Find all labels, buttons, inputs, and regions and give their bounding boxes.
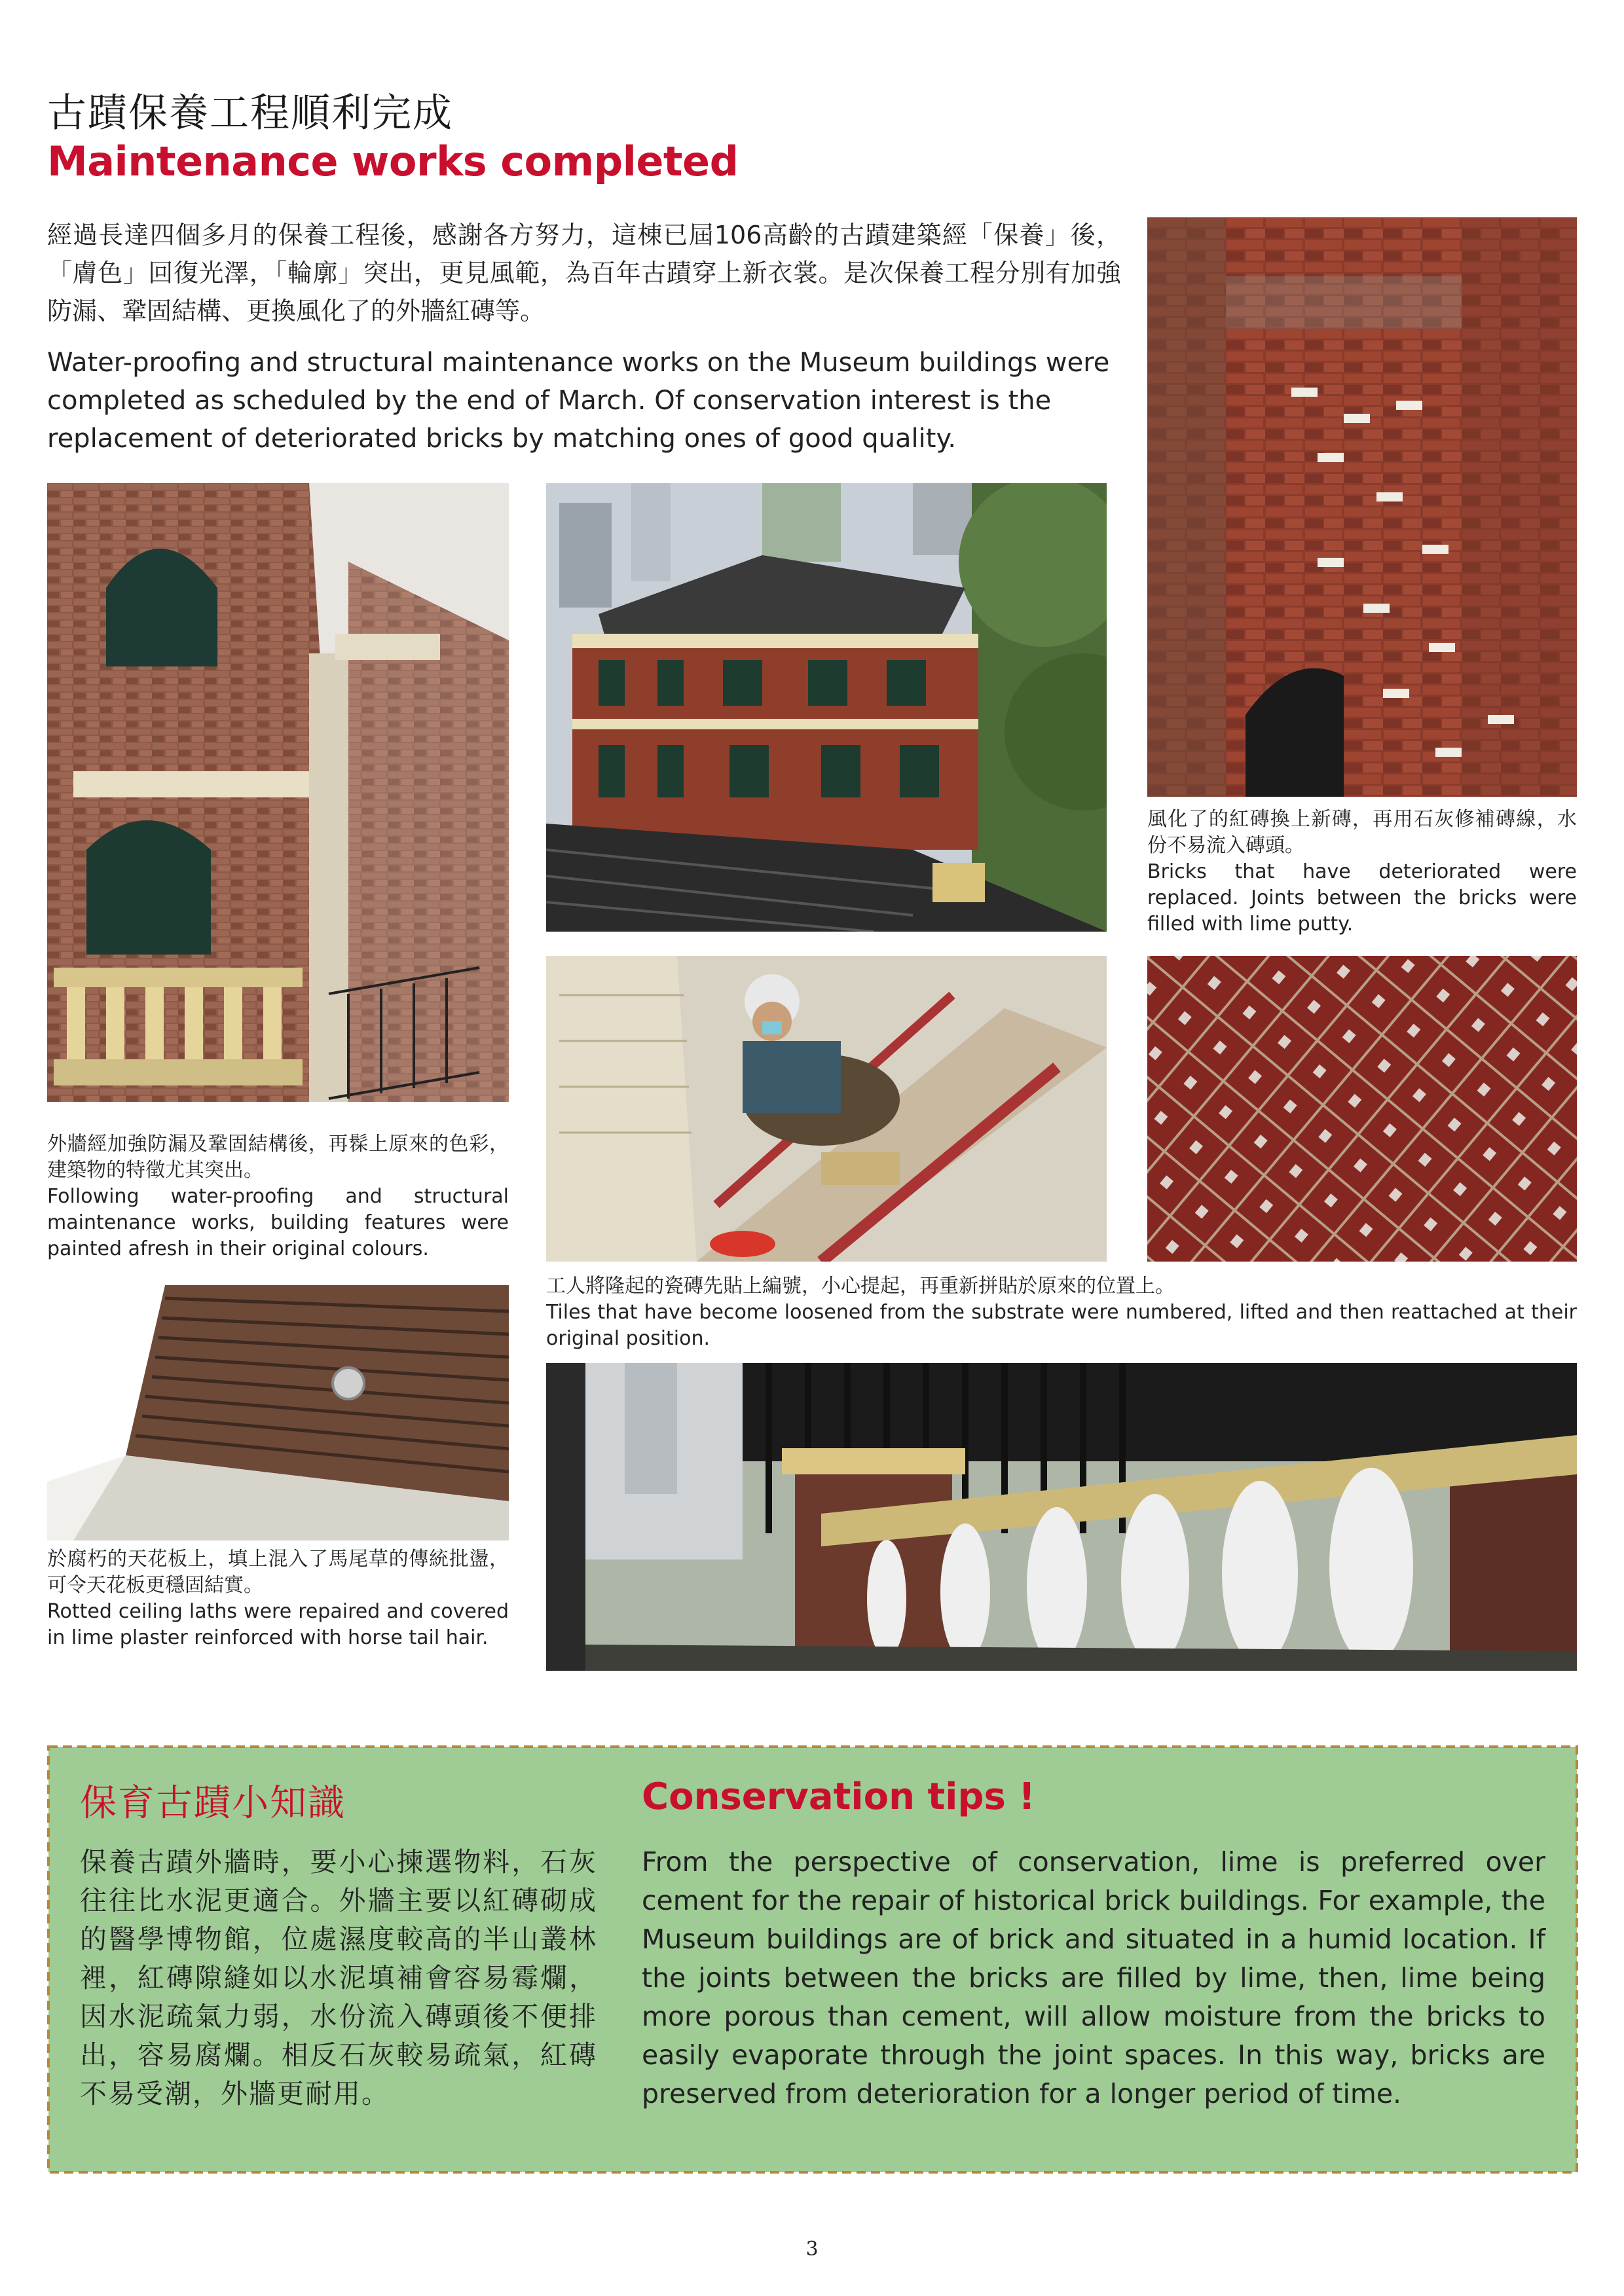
page-title-english: Maintenance works completed [47,137,739,185]
caption-tiles [546,1273,1577,1352]
caption-facade-english: Following water-proofing and structural maintenance works, building features were painted afresh in their original colours. [47,1185,509,1260]
intro-paragraph-chinese: 經過長達四個多月的保養工程後，感謝各方努力，這棟已屆106高齡的古蹟建築經「保養」後，「膚色」回復光澤，「輪廓」突出，更見風範，為百年古蹟穿上新衣裳。是次保養工程分別有加強防漏、鞏固結構、更換風化了的外牆紅磚等。 [47,221,1121,325]
caption-tiles-english: Tiles that have become loosened from the substrate were numbered, lifted and then reattached at their original position. [546,1301,1577,1350]
caption-ceiling-chinese: 於腐朽的天花板上，填上混入了馬尾草的傳統批盪，可令天花板更穩固結實。 [47,1548,509,1597]
caption-facade [47,1131,509,1262]
caption-brick-replacement [1147,807,1577,938]
tips-body-english: From the perspective of conservation, lime is preferred over cement for the repair of historical brick buildings. For example, the Museum buildings are of brick and situated in a humid location. If the joints between the bricks are filled by lime, then, lime being more porous than cement, will allow moisture from the bricks to easily evaporate through the joint spaces. In this way, bricks are preserved from deterioration for a longer period of time. [642,1846,1545,2109]
caption-brick-replacement-english: Bricks that have deteriorated were replaced. Joints between the bricks were filled with lime putty. [1147,860,1577,936]
brick-wall-photo [1147,217,1577,797]
caption-tiles-chinese: 工人將隆起的瓷磚先貼上編號，小心提起，再重新拼貼於原來的位置上。 [546,1275,1175,1298]
museum-building-photo [546,483,1107,932]
balustrade-photo [546,1363,1577,1671]
caption-ceiling-english: Rotted ceiling laths were repaired and covered in lime plaster reinforced with horse tail hair. [47,1600,509,1649]
caption-brick-replacement-chinese: 風化了的紅磚換上新磚，再用石灰修補磚線，水份不易流入磚頭。 [1147,808,1577,857]
tips-title-english: Conservation tips ! [642,1776,1035,1818]
page-title-chinese: 古蹟保養工程順利完成 [47,90,453,136]
caption-ceiling [47,1546,509,1651]
numbered-floor-tiles-photo [1147,956,1577,1262]
tips-body-chinese: 保養古蹟外牆時，要小心揀選物料，石灰往往比水泥更適合。外牆主要以紅磚砌成的醫學博物館，位處濕度較高的半山叢林裡，紅磚隙縫如以水泥填補會容易霉爛，因水泥疏氣力弱，水份流入磚頭後不便排出，容易腐爛。相反石灰較易疏氣，紅磚不易受潮，外牆更耐用。 [80,1846,597,2109]
intro-paragraph-english: Water-proofing and structural maintenance works on the Museum buildings were completed as scheduled by the end of March. Of conservation interest is the replacement of deteriorated bricks by matching ones of good quality. [47,348,1110,454]
caption-facade-chinese: 外牆經加強防漏及鞏固結構後，再髹上原來的色彩，建築物的特徵尤其突出。 [47,1133,509,1182]
building-facade-photo [47,483,509,1102]
page-number: 3 [805,2238,819,2261]
ceiling-laths-photo [47,1285,509,1540]
worker-tiles-photo [546,956,1107,1262]
tips-title-chinese: 保育古蹟小知識 [80,1782,346,1825]
